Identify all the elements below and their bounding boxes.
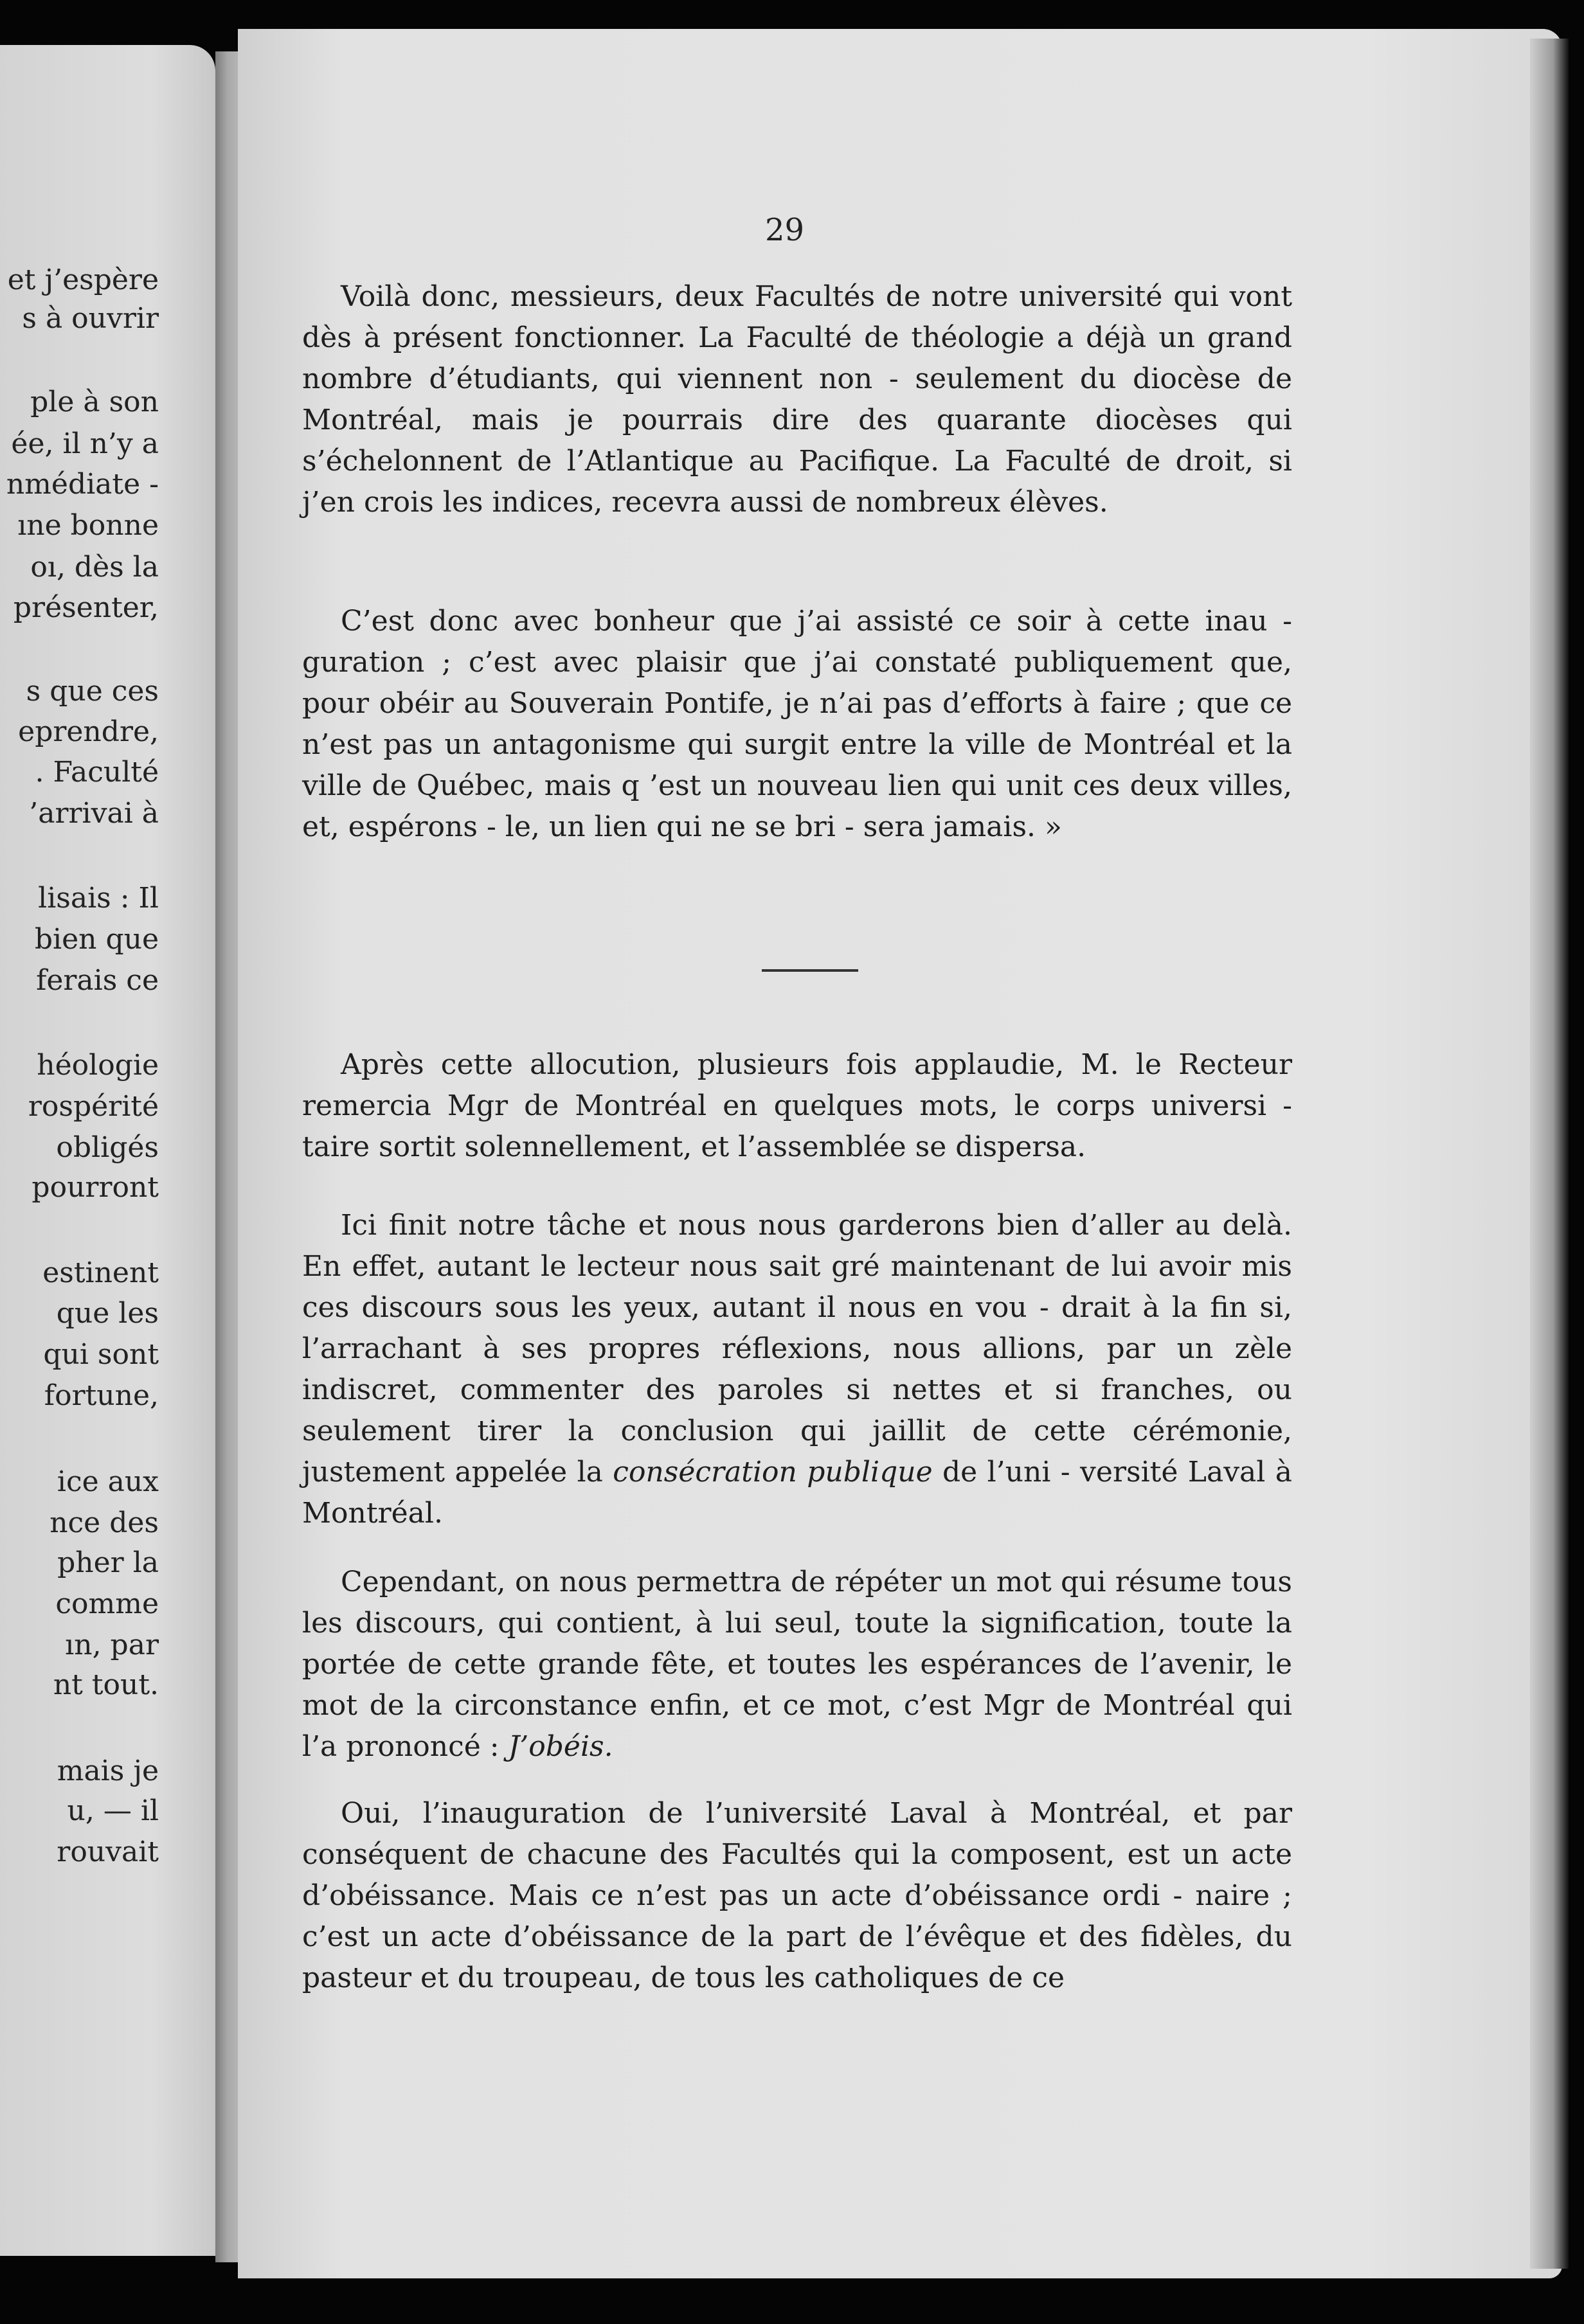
left-page-line: eprendre, xyxy=(18,715,159,748)
left-page-line: ıne bonne xyxy=(17,509,159,542)
consecration-publique: consécration publique xyxy=(613,1456,933,1488)
left-page-line: u, — il xyxy=(67,1794,159,1827)
ici-text-after: de l’uni - versité Laval à Montréal. xyxy=(302,1456,1292,1530)
left-page-line: ’arrivai à xyxy=(29,797,159,830)
left-page-line: que les xyxy=(56,1297,159,1330)
left-page-line: présenter, xyxy=(13,591,159,624)
left-page-line: héologie xyxy=(37,1049,159,1082)
left-page-line: s à ouvrir xyxy=(22,302,159,335)
page-edge xyxy=(1530,39,1569,2269)
paragraph-oui: Oui, l’inauguration de l’université Laval à Montréal, et par conséquent de chacune des Facultés qui la composent, est un acte d’obéissance. Mais ce n’est pas un acte d’obéissance ordi - naire ; c’est un acte d’obéissance de la part de l’évêque et des fidèles, du pasteur et du troupeau, de tous les catholiques de ce xyxy=(302,1797,1292,1994)
left-page-line: oı, dès la xyxy=(30,551,159,584)
cependant-text: Cependant, on nous permettra de répéter un mot qui résume tous les discours, qui contient, à lui seul, toute la signification, toute la portée de cette grande fête, et toutes les espérances de l’avenir, le mot de la circonstance enfin, et ce mot, c’est Mgr de Montréal qui l’a prononcé : xyxy=(302,1566,1292,1763)
left-page-line: estinent xyxy=(42,1256,159,1289)
left-page-line: et j’espère xyxy=(7,264,159,296)
left-page-line: ın, par xyxy=(65,1629,159,1661)
left-page-line: obligés xyxy=(56,1131,159,1164)
left-page xyxy=(0,45,215,2256)
left-page-line: lisais : Il xyxy=(38,882,159,915)
paragraph-bonheur: C’est donc avec bonheur que j’ai assisté ce soir à cette inau - guration ; c’est avec plaisir que j’ai constaté publiquement que, pour obéir au Souverain Pontife, je n’ai pas d’efforts à faire ; que ce n’est pas un antagonisme qui surgit entre la ville de Montréal et la ville de Québec, mais q ’est un nouveau lien qui unit ces deux villes, et, espérons - le, un lien qui ne se bri - sera jamais. » xyxy=(302,605,1292,843)
obeis-quote: J’obéis. xyxy=(508,1730,613,1763)
left-page-line: ée, il n’y a xyxy=(11,427,159,460)
left-page-line: mais je xyxy=(57,1755,159,1787)
left-page-line: nt tout. xyxy=(53,1668,159,1701)
section-divider xyxy=(762,969,858,972)
ici-text-before: Ici finit notre tâche et nous nous garderons bien d’aller au delà. En effet, autant le lecteur nous sait gré maintenant de lui avoir mis ces discours sous les yeux, autant il nous en vou - drait à la fin si, l’arrachant à ses propres réflexions, nous allions, par un zèle indiscret, commenter des paroles si nettes et si franches, ou seulement tirer la conclusion qui jaillit de cette cérémonie, justement appelée la xyxy=(302,1209,1292,1488)
left-page-line: pourront xyxy=(32,1171,159,1204)
left-page-line: bien que xyxy=(34,923,159,956)
left-page-line: ferais ce xyxy=(36,964,159,997)
left-page-line: nmédiate - xyxy=(6,468,159,501)
left-page-line: . Faculté xyxy=(35,756,159,789)
left-page-line: qui sont xyxy=(43,1338,159,1371)
paragraph-voila: Voilà donc, messieurs, deux Facultés de notre université qui vont dès à présent fonctionner. La Faculté de théologie a déjà un grand nombre d’étudiants, qui viennent non - seulement du diocèse de Montréal, mais je pourrais dire des quarante diocèses qui s’échelonnent de l’Atlantique au Pacifique. La Faculté de droit, si j’en crois les indices, recevra aussi de nombreux élèves. xyxy=(302,280,1292,519)
left-page-line: ple à son xyxy=(30,386,159,418)
left-page-line: s que ces xyxy=(26,675,159,708)
paragraph-ici-finit xyxy=(302,1205,1292,1534)
left-page-line: rospérité xyxy=(28,1090,159,1123)
paragraph-cependant xyxy=(302,1562,1292,1767)
left-page-line: fortune, xyxy=(44,1379,159,1412)
page-number: 29 xyxy=(765,212,805,248)
left-page-line: ice aux xyxy=(57,1465,159,1498)
left-page-line: nce des xyxy=(50,1506,159,1539)
left-page-line: pher la xyxy=(57,1546,159,1579)
paragraph-allocution: Après cette allocution, plusieurs fois applaudie, M. le Recteur remercia Mgr de Montréal en quelques mots, le corps universi - taire sortit solennellement, et l’assemblée se dispersa. xyxy=(302,1048,1292,1163)
left-page-line: comme xyxy=(55,1587,159,1620)
left-page-line: rouvait xyxy=(57,1836,159,1868)
